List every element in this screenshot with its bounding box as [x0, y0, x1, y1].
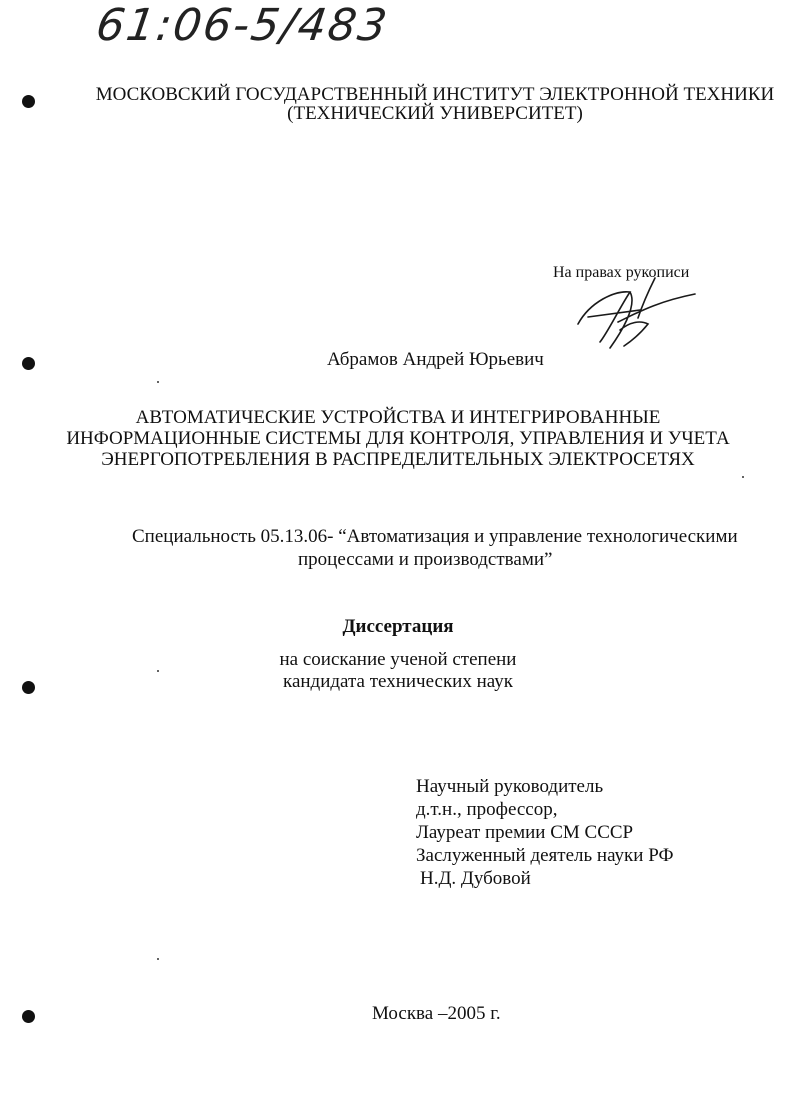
scan-speck [157, 958, 159, 960]
title-line-1: АВТОМАТИЧЕСКИЕ УСТРОЙСТВА И ИНТЕГРИРОВАННЫЕ [135, 407, 661, 428]
signature [560, 272, 710, 354]
institute-name: МОСКОВСКИЙ ГОСУДАРСТВЕННЫЙ ИНСТИТУТ ЭЛЕКТРОННОЙ ТЕХНИКИ [95, 84, 775, 105]
scan-speck [157, 381, 159, 383]
place-year: Москва –2005 г. [372, 1003, 501, 1024]
work-type: Диссертация [342, 616, 454, 637]
supervisor-block [416, 775, 673, 890]
specialty-line-1: Специальность 05.13.06- “Автоматизация и управление технологическими [132, 526, 738, 547]
manuscript-rights: На правах рукописи [553, 264, 690, 281]
archive-mark: 61:06-5/483 [93, 0, 392, 51]
author-name: Абрамов Андрей Юрьевич [327, 349, 544, 370]
title-line-3: ЭНЕРГОПОТРЕБЛЕНИЯ В РАСПРЕДЕЛИТЕЛЬНЫХ ЭЛЕКТРОСЕТЯХ [101, 449, 695, 470]
supervisor-degree: д.т.н., профессор, [416, 799, 558, 820]
title-line-2: ИНФОРМАЦИОННЫЕ СИСТЕМЫ ДЛЯ КОНТРОЛЯ, УПРАВЛЕНИЯ И УЧЕТА [66, 428, 730, 449]
degree-line-1: на соискание ученой степени [279, 649, 517, 670]
scan-speck [742, 476, 744, 478]
supervisor-honor: Заслуженный деятель науки РФ [416, 845, 674, 866]
supervisor-name: Н.Д. Дубовой [420, 868, 531, 889]
binder-hole [22, 357, 35, 370]
institute-subtitle: (ТЕХНИЧЕСКИЙ УНИВЕРСИТЕТ) [287, 103, 583, 124]
specialty-line-2: процессами и производствами” [298, 549, 553, 570]
degree-line-2: кандидата технических наук [283, 671, 513, 692]
supervisor-award: Лауреат премии СМ СССР [416, 822, 634, 843]
supervisor-heading: Научный руководитель [416, 776, 604, 797]
binder-hole [22, 1010, 35, 1023]
